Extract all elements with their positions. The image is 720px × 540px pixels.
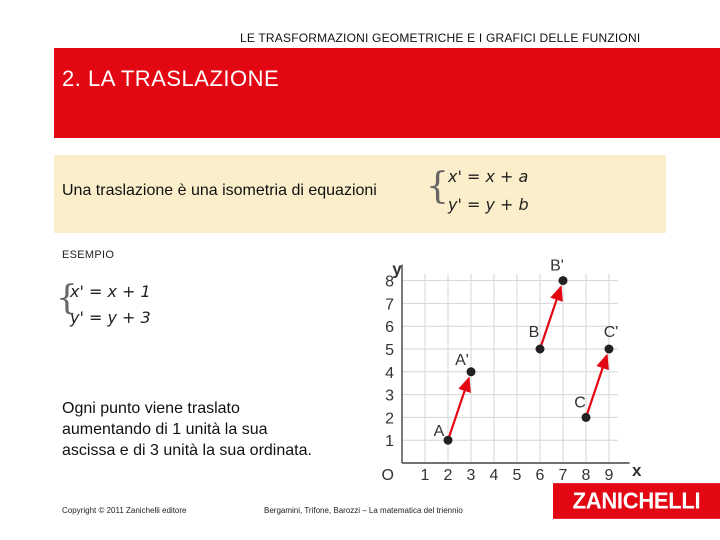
- point-marker: [559, 276, 568, 285]
- header-title: LE TRASFORMAZIONI GEOMETRICHE E I GRAFICI DELLE FUNZIONI: [240, 31, 641, 45]
- definition-term: traslazione: [95, 182, 174, 199]
- y-tick-label: 8: [385, 273, 394, 291]
- y-axis-label: y: [392, 259, 402, 279]
- translation-graph: [360, 240, 680, 480]
- x-axis-label: x: [632, 461, 642, 480]
- definition-prefix: Una: [62, 182, 96, 199]
- point-label: C: [574, 394, 586, 412]
- y-tick-label: 3: [385, 387, 394, 405]
- slide-header: [0, 0, 720, 48]
- translation-arrow: [586, 356, 607, 418]
- point-marker: [444, 436, 453, 445]
- point-label: B': [550, 257, 564, 275]
- y-tick-label: 1: [385, 433, 394, 451]
- definition-eq-x: x' = x + a: [448, 167, 529, 186]
- definition-suffix: è una isometria di equazioni: [173, 182, 377, 199]
- y-tick-label: 2: [385, 410, 394, 428]
- definition-eq-y: y' = y + b: [448, 195, 529, 214]
- translation-arrow: [540, 287, 561, 349]
- explanation-text: Ogni punto viene traslato aumentando di 1 unità la sua ascissa e di 3 unità la sua ordinata.: [62, 400, 312, 459]
- x-tick-label: 7: [558, 467, 568, 480]
- publisher-logo: ZANICHELLI: [553, 483, 720, 519]
- example-eq-y: y' = y + 3: [70, 308, 151, 327]
- definition-text: [62, 182, 377, 200]
- example-eq-x: x' = x + 1: [70, 282, 151, 301]
- brace-icon: {: [56, 278, 78, 318]
- brace-icon: {: [426, 166, 449, 207]
- point-label: C': [603, 324, 619, 341]
- definition-box: [54, 155, 666, 233]
- x-tick-label: 3: [466, 467, 476, 480]
- origin-label: O: [381, 467, 394, 480]
- point-label: B: [528, 324, 540, 341]
- point-marker: [605, 345, 614, 354]
- point-marker: [582, 413, 591, 422]
- x-tick-label: 1: [420, 467, 430, 480]
- title-band: [54, 48, 720, 138]
- example-label: ESEMPIO: [62, 249, 115, 261]
- y-tick-label: 7: [385, 296, 394, 314]
- y-tick-label: 4: [385, 364, 394, 382]
- x-tick-label: 4: [489, 467, 499, 480]
- translation-arrow: [448, 378, 469, 440]
- x-tick-label: 9: [604, 467, 614, 480]
- point-label: A': [455, 351, 469, 369]
- point-label: A: [433, 423, 445, 441]
- footer-copyright: Copyright © 2011 Zanichelli editore: [62, 506, 187, 515]
- x-tick-label: 8: [581, 467, 591, 480]
- y-tick-label: 6: [385, 319, 394, 337]
- x-tick-label: 2: [443, 467, 453, 480]
- slide-title: 2. LA TRASLAZIONE: [62, 66, 280, 91]
- y-tick-label: 5: [385, 342, 394, 359]
- footer-authors: Bergamini, Trifone, Barozzi – La matematica del triennio: [264, 506, 463, 515]
- x-tick-label: 5: [512, 467, 522, 480]
- point-marker: [536, 345, 545, 354]
- x-tick-label: 6: [535, 467, 545, 480]
